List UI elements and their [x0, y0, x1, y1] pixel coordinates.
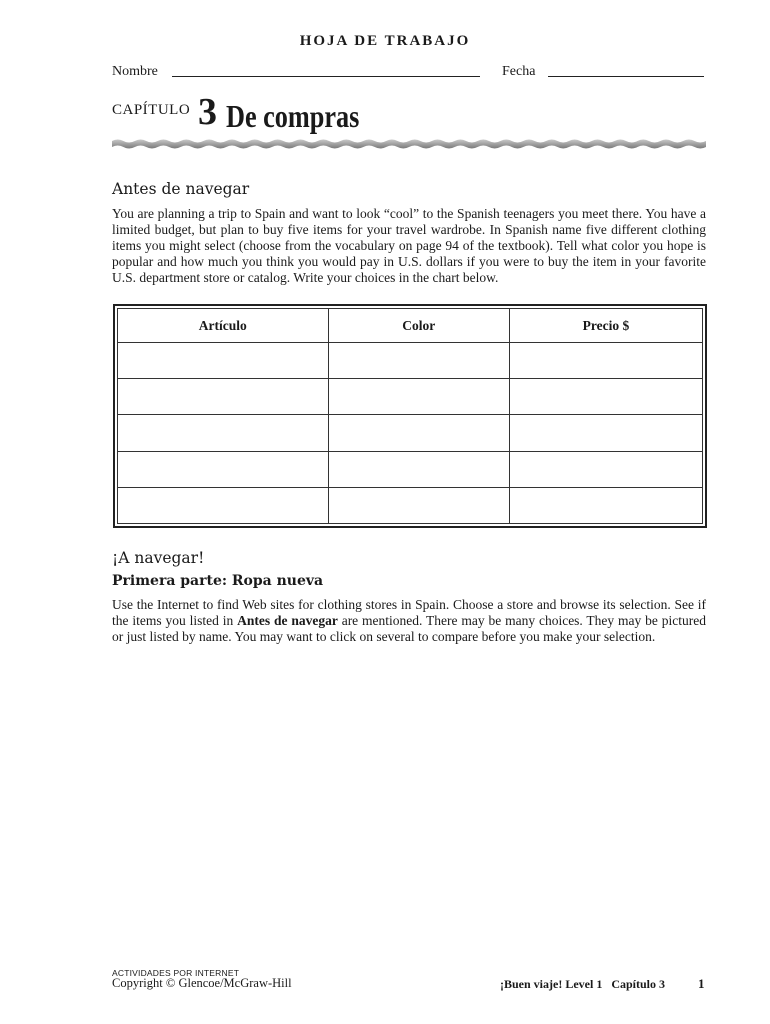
table-row: [118, 343, 703, 379]
name-field[interactable]: [172, 76, 480, 77]
table-header-row: [118, 309, 703, 343]
worksheet-title: HOJA DE TRABAJO: [299, 33, 471, 49]
table-cell[interactable]: [509, 487, 702, 523]
table-cell[interactable]: [118, 451, 329, 487]
chapter-title: De compras: [226, 98, 360, 134]
table-row: [118, 487, 703, 523]
table-cell[interactable]: [328, 343, 509, 379]
page-number: 1: [698, 976, 705, 991]
navegar-paragraph: [112, 597, 706, 645]
table-cell[interactable]: [118, 379, 329, 415]
footer-series: ACTIVIDADES POR INTERNET: [112, 968, 240, 978]
footer-book-chapter: ¡Buen viaje! Level 1 Capítulo 3: [500, 977, 665, 991]
table-cell[interactable]: [328, 415, 509, 451]
chapter-number: 3: [198, 91, 217, 133]
navegar-text-bold: Antes de navegar: [237, 613, 338, 628]
footer-copyright: Copyright © Glencoe/McGraw-Hill: [112, 976, 292, 990]
header-articulo: Artículo: [118, 309, 329, 343]
choices-chart: [113, 304, 707, 528]
table-cell[interactable]: [118, 487, 329, 523]
table-row: [118, 451, 703, 487]
table-cell[interactable]: [118, 415, 329, 451]
header-color: Color: [328, 309, 509, 343]
navegar-text-2: are mentioned. There may be many choices. They may be pictured or just listed by name. You may want to click on several to compare before you make your selection.: [112, 613, 706, 644]
header-precio: Precio $: [509, 309, 702, 343]
navegar-text-1: Use the Internet to find Web sites for clothing stores in Spain. Choose a store and browse its selection. See if the items you listed in: [112, 597, 706, 628]
section-heading-navegar: ¡A navegar!: [112, 549, 205, 567]
table-row: [118, 415, 703, 451]
table-cell[interactable]: [509, 451, 702, 487]
section-navegar-heading: [112, 549, 204, 567]
table-cell[interactable]: [509, 415, 702, 451]
chapter-label: CAPÍTULO: [112, 102, 191, 118]
choices-table: [117, 308, 703, 524]
table-cell[interactable]: [509, 343, 702, 379]
date-field[interactable]: [548, 76, 704, 77]
table-cell[interactable]: [509, 379, 702, 415]
subheading-ropa-nueva: Primera parte: Ropa nueva: [112, 573, 324, 589]
table-cell[interactable]: [328, 451, 509, 487]
table-cell[interactable]: [328, 379, 509, 415]
table-cell[interactable]: [328, 487, 509, 523]
antes-paragraph: You are planning a trip to Spain and want to look “cool” to the Spanish teenagers you meet there. You have a limited budget, but plan to buy five items for your travel wardrobe. In Spanish name five different clothing items you might select (choose from the vocabulary on page 94 of the textbook). Tell what color you hope is popular and how much you think you would pay in U.S. dollars if you were to buy the item in your favorite U.S. department store or catalog. Write your choices in the chart below.: [112, 206, 706, 285]
section-heading: Antes de navegar: [112, 180, 250, 198]
table-row: [118, 379, 703, 415]
date-label: Fecha: [502, 64, 536, 79]
section-antes-heading: [112, 180, 249, 198]
decorative-wave-divider: [112, 138, 706, 152]
table-cell[interactable]: [118, 343, 329, 379]
name-label: Nombre: [112, 64, 158, 79]
